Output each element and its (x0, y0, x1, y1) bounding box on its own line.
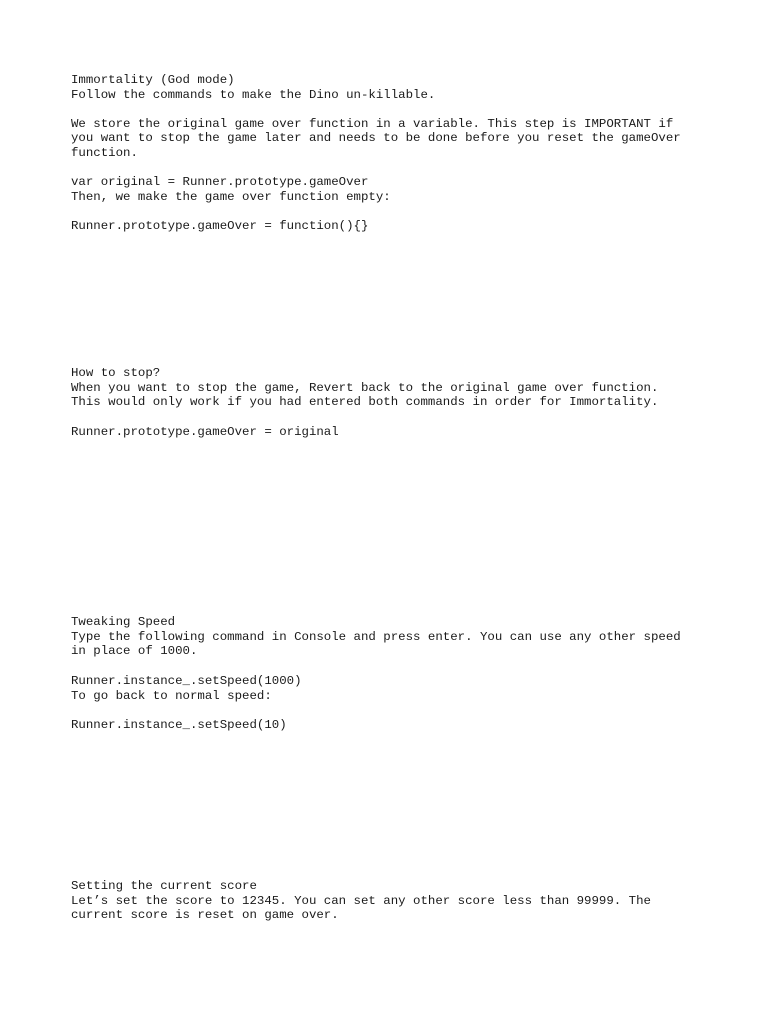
code-line-set-speed-1000: Runner.instance_.setSpeed(1000) (71, 674, 302, 688)
code-line-revert-gameover: Runner.prototype.gameOver = original (71, 424, 339, 439)
code-line-empty-gameover: Runner.prototype.gameOver = function(){} (71, 219, 369, 233)
paragraph-line: This would only work if you had entered both commands in order for Immortality. (71, 395, 659, 409)
paragraph-line: current score is reset on game over. (71, 908, 339, 922)
code-line-set-speed-10: Runner.instance_.setSpeed(10) (71, 718, 287, 732)
section-intro-immortality: Follow the commands to make the Dino un-killable. (71, 87, 436, 102)
section-title-tweaking-speed: Tweaking Speed (71, 615, 176, 629)
paragraph-line: When you want to stop the game, Revert back to the original game over function. (71, 380, 659, 395)
code-line-store-original: var original = Runner.prototype.gameOver (71, 175, 369, 189)
note-line: To go back to normal speed: (71, 688, 272, 703)
section-title-immortality: Immortality (God mode) (71, 73, 235, 87)
note-line: Then, we make the game over function empty: (71, 189, 391, 204)
paragraph-line: in place of 1000. (71, 644, 198, 658)
section-title-how-to-stop: How to stop? (71, 366, 161, 380)
paragraph-line: Let’s set the score to 12345. You can set any other score less than 99999. The (71, 893, 651, 908)
paragraph-line: function. (71, 145, 138, 160)
paragraph-line: We store the original game over function in a variable. This step is IMPORTANT if (71, 116, 674, 131)
paragraph-line: Type the following command in Console and press enter. You can use any other speed (71, 629, 681, 644)
section-title-setting-score: Setting the current score (71, 879, 257, 893)
paragraph-line: you want to stop the game later and needs to be done before you reset the gameOver (71, 131, 681, 145)
